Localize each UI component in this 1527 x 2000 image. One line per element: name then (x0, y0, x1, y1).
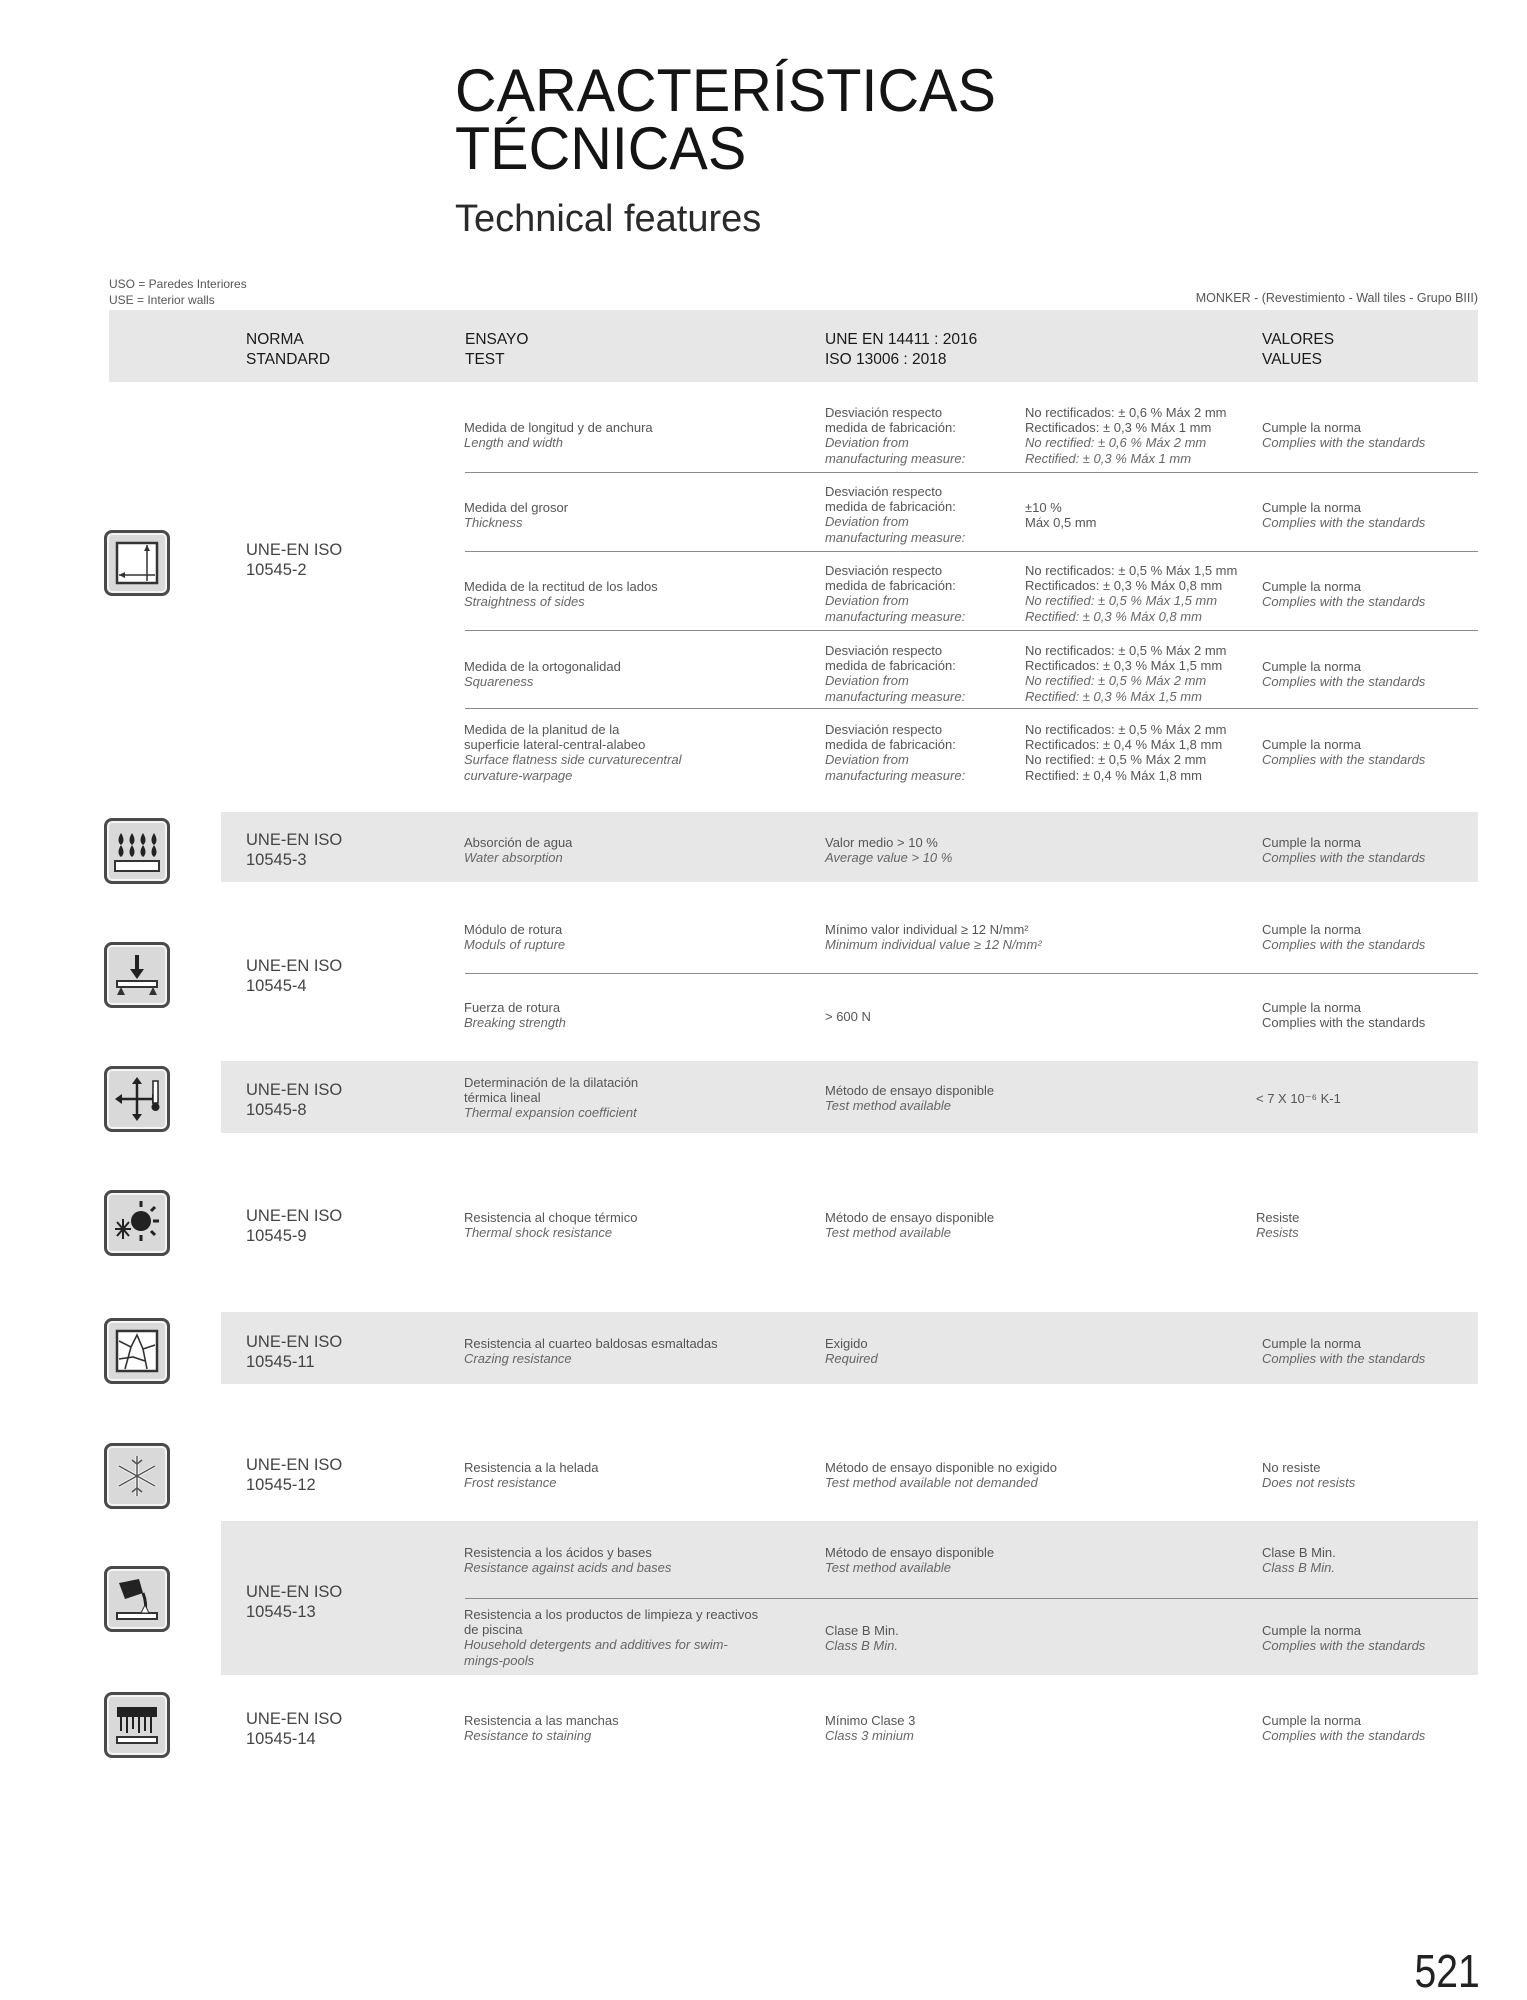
standard-prefix: UNE-EN ISO (246, 1207, 343, 1225)
divider (465, 472, 1478, 473)
standard-number: 10545-11 (246, 1353, 315, 1371)
test-es: Módulo de rotura (464, 922, 563, 937)
method-line: manufacturing measure: (825, 529, 966, 545)
divider (465, 973, 1478, 974)
method-line: Desviación respecto (825, 643, 943, 658)
test-en: Thickness (464, 515, 523, 531)
test-en: Resistance against acids and bases (464, 1560, 672, 1576)
method-line: Test method available (825, 1560, 951, 1576)
value-en: Complies with the standards (1262, 1728, 1426, 1744)
tolerance-line: No rectificados: ± 0,5 % Máx 1,5 mm (1025, 563, 1238, 578)
test-en: Squareness (464, 674, 534, 690)
force-arrow-icon (104, 942, 170, 1008)
standard-10545-11 (246, 1332, 342, 1372)
standard-10545-2 (246, 540, 342, 580)
test-length-width (464, 420, 653, 450)
value-es: Cumple la norma (1262, 1336, 1361, 1351)
value-es: Cumple la norma (1262, 579, 1361, 594)
method-line: Deviation from (825, 514, 909, 530)
value-es: Cumple la norma (1262, 835, 1361, 850)
value-length-width (1262, 420, 1425, 450)
method-thermal-expansion (825, 1083, 994, 1113)
value-en: Complies with the standards (1262, 850, 1426, 866)
method-line: Required (825, 1351, 878, 1367)
standard-number: 10545-14 (246, 1730, 316, 1748)
chemical-pour-icon (104, 1566, 170, 1632)
test-en: Breaking strength (464, 1015, 566, 1031)
method-line: medida de fabricación: (825, 499, 956, 515)
use-es: USO = Paredes Interiores (109, 277, 247, 291)
page-subtitle: Technical features (455, 198, 762, 240)
value-water-absorption (1262, 835, 1425, 865)
method-frost (825, 1460, 1057, 1490)
tolerance-line: No rectificados: ± 0,6 % Máx 2 mm (1025, 405, 1227, 420)
header-norms (825, 330, 977, 370)
standard-prefix: UNE-EN ISO (246, 1456, 343, 1474)
test-staining (464, 1713, 619, 1743)
header-test (465, 330, 528, 370)
value-en: Complies with the standards (1262, 674, 1426, 690)
test-crazing (464, 1336, 718, 1366)
tolerance-length-width (1025, 405, 1226, 466)
tolerance-line: No rectified: ± 0,5 % Máx 2 mm (1025, 673, 1207, 689)
value-en: Resists (1256, 1225, 1299, 1241)
value-es: No resiste (1262, 1460, 1321, 1475)
value-es: Cumple la norma (1262, 1623, 1361, 1638)
tolerance-line: Máx 0,5 mm (1025, 515, 1097, 531)
test-es: Determinación de la dilatación (464, 1075, 639, 1090)
test-es: superficie lateral-central-alabeo (464, 737, 646, 753)
test-acids-bases (464, 1545, 671, 1575)
value-staining (1262, 1713, 1425, 1743)
test-detergents (464, 1607, 758, 1668)
divider (465, 1598, 1478, 1599)
header-ensayo: ENSAYO (465, 331, 529, 348)
method-line: Desviación respecto (825, 722, 943, 737)
product-line: MONKER - (Revestimiento - Wall tiles - Grupo BIII) (1195, 291, 1478, 305)
method-thermal-shock (825, 1210, 994, 1240)
use-en: USE = Interior walls (109, 293, 215, 307)
test-en: curvature-warpage (464, 767, 573, 783)
standard-number: 10545-12 (246, 1476, 316, 1494)
method-line: manufacturing measure: (825, 767, 966, 783)
tolerance-line: No rectified: ± 0,6 % Máx 2 mm (1025, 435, 1207, 451)
tolerance-line: No rectified: ± 0,5 % Máx 1,5 mm (1025, 593, 1218, 609)
test-en: Resistance to staining (464, 1728, 592, 1744)
value-en: Complies with the standards (1262, 1015, 1426, 1031)
method-line: Class 3 minium (825, 1728, 914, 1744)
value-es: Cumple la norma (1262, 922, 1361, 937)
value-es: Cumple la norma (1262, 1000, 1361, 1015)
tolerance-straightness (1025, 563, 1237, 624)
test-en: Thermal shock resistance (464, 1225, 613, 1241)
standard-prefix: UNE-EN ISO (246, 831, 343, 849)
method-line: Test method available (825, 1225, 951, 1241)
method-line: Average value > 10 % (825, 850, 953, 866)
method-line: Deviation from (825, 593, 909, 609)
method-detergents (825, 1623, 899, 1653)
method-thickness (825, 484, 965, 545)
test-es: Medida de la ortogonalidad (464, 659, 621, 674)
crazing-icon (104, 1318, 170, 1384)
page-title-line1: CARACTERÍSTICAS (455, 57, 996, 124)
value-thermal-shock (1256, 1210, 1299, 1240)
test-frost (464, 1460, 598, 1490)
staining-icon (104, 1692, 170, 1758)
method-length-width (825, 405, 965, 466)
value-es: Cumple la norma (1262, 500, 1361, 515)
method-line: > 600 N (825, 1009, 871, 1024)
tolerance-line: No rectificados: ± 0,5 % Máx 2 mm (1025, 643, 1227, 658)
method-line: manufacturing measure: (825, 450, 966, 466)
method-line: Desviación respecto (825, 405, 943, 420)
method-rupture-modulus (825, 922, 1042, 952)
value-en: Class B Min. (1262, 1560, 1335, 1576)
test-en: Moduls of rupture (464, 937, 566, 953)
test-en: Length and width (464, 435, 564, 451)
value-crazing (1262, 1336, 1425, 1366)
tolerance-thickness (1025, 500, 1097, 530)
method-squareness (825, 643, 965, 704)
method-line: Desviación respecto (825, 563, 943, 578)
tolerance-line: Rectificados: ± 0,4 % Máx 1,8 mm (1025, 737, 1223, 753)
standard-number: 10545-3 (246, 851, 307, 869)
tolerance-line: No rectified: ± 0,5 % Máx 2 mm (1025, 752, 1207, 768)
test-es: Resistencia a la helada (464, 1460, 599, 1475)
method-line: Test method available (825, 1098, 951, 1114)
method-line: medida de fabricación: (825, 658, 956, 674)
header-values (1262, 330, 1334, 370)
test-es: Absorción de agua (464, 835, 573, 850)
method-line: Clase B Min. (825, 1623, 899, 1638)
test-thickness (464, 500, 568, 530)
method-line: medida de fabricación: (825, 578, 956, 594)
test-es: Fuerza de rotura (464, 1000, 561, 1015)
standard-prefix: UNE-EN ISO (246, 1583, 343, 1601)
divider (465, 630, 1478, 631)
value-en: Does not resists (1262, 1475, 1356, 1491)
tolerance-line: Rectificados: ± 0,3 % Máx 0,8 mm (1025, 578, 1223, 594)
test-es: Resistencia al cuarteo baldosas esmaltadas (464, 1336, 718, 1351)
test-en: Crazing resistance (464, 1351, 572, 1367)
value-thermal-expansion (1256, 1091, 1341, 1106)
value-breaking-strength (1262, 1000, 1425, 1030)
value-en: Complies with the standards (1262, 752, 1426, 768)
method-line: Método de ensayo disponible (825, 1083, 995, 1098)
value-en: Complies with the standards (1262, 1638, 1426, 1654)
value-en: Complies with the standards (1262, 1351, 1426, 1367)
standard-number: 10545-9 (246, 1227, 307, 1245)
method-water-absorption (825, 835, 952, 865)
standard-10545-13 (246, 1582, 342, 1622)
method-line: manufacturing measure: (825, 608, 966, 624)
method-line: manufacturing measure: (825, 688, 966, 704)
title-block (455, 57, 1018, 241)
test-squareness (464, 659, 621, 689)
test-es: Resistencia a los productos de limpieza y reactivos (464, 1607, 759, 1622)
method-line: Valor medio > 10 % (825, 835, 938, 850)
test-en: Surface flatness side curvaturecentral (464, 752, 682, 768)
test-es: de piscina (464, 1622, 523, 1638)
value-straightness (1262, 579, 1425, 609)
test-es: Medida de longitud y de anchura (464, 420, 653, 435)
method-line: Método de ensayo disponible (825, 1210, 995, 1225)
test-es: Resistencia a las manchas (464, 1713, 619, 1728)
value-acids-bases (1262, 1545, 1336, 1575)
divider (465, 551, 1478, 552)
tolerance-line: No rectificados: ± 0,5 % Máx 2 mm (1025, 722, 1227, 737)
test-en: Household detergents and additives for swim- (464, 1637, 728, 1653)
method-straightness (825, 563, 965, 624)
header-values-en: VALUES (1262, 351, 1323, 368)
tolerance-squareness (1025, 643, 1226, 704)
standard-10545-3 (246, 830, 342, 870)
standard-10545-12 (246, 1455, 342, 1495)
tolerance-line: Rectified: ± 0,3 % Máx 1,5 mm (1025, 688, 1202, 704)
value-detergents (1262, 1623, 1425, 1653)
table-header (109, 310, 1478, 382)
method-line: Minimum individual value ≥ 12 N/mm² (825, 937, 1042, 953)
value-es: Resiste (1256, 1210, 1300, 1225)
method-line: Método de ensayo disponible (825, 1545, 995, 1560)
test-en: Thermal expansion coefficient (464, 1105, 637, 1121)
method-staining (825, 1713, 915, 1743)
method-line: Desviación respecto (825, 484, 943, 499)
standard-number: 10545-8 (246, 1101, 307, 1119)
standard-number: 10545-2 (246, 561, 307, 579)
snowflake-icon (104, 1443, 170, 1509)
test-flatness (464, 722, 682, 783)
value-es: Cumple la norma (1262, 420, 1361, 435)
method-line: Exigido (825, 1336, 868, 1351)
thermal-shock-icon (104, 1190, 170, 1256)
standard-10545-4 (246, 956, 342, 996)
method-line: medida de fabricación: (825, 420, 956, 436)
standard-prefix: UNE-EN ISO (246, 957, 343, 975)
page-title-line2: TÉCNICAS (455, 115, 747, 182)
method-crazing (825, 1336, 878, 1366)
value-flatness (1262, 737, 1425, 767)
test-water-absorption (464, 835, 572, 865)
method-line: Mínimo Clase 3 (825, 1713, 916, 1728)
header-valores: VALORES (1262, 331, 1335, 348)
tolerance-flatness (1025, 722, 1226, 783)
test-straightness (464, 579, 658, 609)
test-es: Resistencia a los ácidos y bases (464, 1545, 652, 1560)
standard-number: 10545-4 (246, 977, 307, 995)
header-standard (246, 330, 330, 370)
standard-number: 10545-13 (246, 1603, 316, 1621)
standard-prefix: UNE-EN ISO (246, 1333, 343, 1351)
value-es: Cumple la norma (1262, 1713, 1361, 1728)
method-line: Class B Min. (825, 1638, 898, 1654)
divider (465, 708, 1478, 709)
standard-10545-9 (246, 1206, 342, 1246)
tolerance-line: ±10 % (1025, 500, 1062, 515)
method-acids-bases (825, 1545, 994, 1575)
test-es: Resistencia al choque térmico (464, 1210, 638, 1225)
header-test-en: TEST (465, 351, 505, 368)
test-es: Medida de la rectitud de los lados (464, 579, 658, 594)
method-line: medida de fabricación: (825, 737, 956, 753)
test-en: Straightness of sides (464, 594, 585, 610)
value-es: Clase B Min. (1262, 1545, 1336, 1560)
value-en: Complies with the standards (1262, 937, 1426, 953)
tolerance-line: Rectified: ± 0,4 % Máx 1,8 mm (1025, 767, 1202, 783)
dimension-icon (104, 530, 170, 596)
standard-prefix: UNE-EN ISO (246, 1710, 343, 1728)
expansion-arrows-icon (104, 1066, 170, 1132)
tolerance-line: Rectified: ± 0,3 % Máx 0,8 mm (1025, 608, 1202, 624)
method-line: Método de ensayo disponible no exigido (825, 1460, 1058, 1475)
method-line: Deviation from (825, 435, 909, 451)
header-une: UNE EN 14411 : 2016 (825, 331, 978, 348)
method-line: Deviation from (825, 673, 909, 689)
method-flatness (825, 722, 965, 783)
water-drops-icon (104, 818, 170, 884)
value-frost (1262, 1460, 1355, 1490)
value-en: Complies with the standards (1262, 435, 1426, 451)
method-line: Test method available not demanded (825, 1475, 1038, 1491)
test-en: Water absorption (464, 850, 563, 866)
value-thickness (1262, 500, 1425, 530)
test-en: mings-pools (464, 1652, 535, 1668)
standard-10545-8 (246, 1080, 342, 1120)
test-es: Medida del grosor (464, 500, 569, 515)
method-line: Mínimo valor individual ≥ 12 N/mm² (825, 922, 1029, 937)
value-en: Complies with the standards (1262, 515, 1426, 531)
test-thermal-shock (464, 1210, 637, 1240)
tolerance-line: Rectificados: ± 0,3 % Máx 1 mm (1025, 420, 1212, 436)
test-thermal-expansion (464, 1075, 638, 1121)
tolerance-line: Rectificados: ± 0,3 % Máx 1,5 mm (1025, 658, 1223, 674)
standard-10545-14 (246, 1709, 342, 1749)
header-iso: ISO 13006 : 2018 (825, 351, 947, 368)
header-norma: NORMA (246, 331, 304, 348)
test-es: Medida de la planitud de la (464, 722, 620, 737)
standard-prefix: UNE-EN ISO (246, 541, 343, 559)
method-breaking-strength (825, 1009, 871, 1024)
test-rupture-modulus (464, 922, 565, 952)
value-en: Complies with the standards (1262, 594, 1426, 610)
standard-prefix: UNE-EN ISO (246, 1081, 343, 1099)
use-note (109, 276, 247, 308)
value-es: Cumple la norma (1262, 659, 1361, 674)
test-es: térmica lineal (464, 1090, 541, 1106)
value-es: < 7 X 10⁻⁶ K-1 (1256, 1091, 1341, 1106)
header-standard-en: STANDARD (246, 351, 331, 368)
page-number: 521 (1414, 1945, 1480, 1997)
value-es: Cumple la norma (1262, 737, 1361, 752)
method-line: Deviation from (825, 752, 909, 768)
value-rupture-modulus (1262, 922, 1425, 952)
test-breaking-strength (464, 1000, 566, 1030)
tolerance-line: Rectified: ± 0,3 % Máx 1 mm (1025, 450, 1192, 466)
value-squareness (1262, 659, 1425, 689)
test-en: Frost resistance (464, 1475, 557, 1491)
